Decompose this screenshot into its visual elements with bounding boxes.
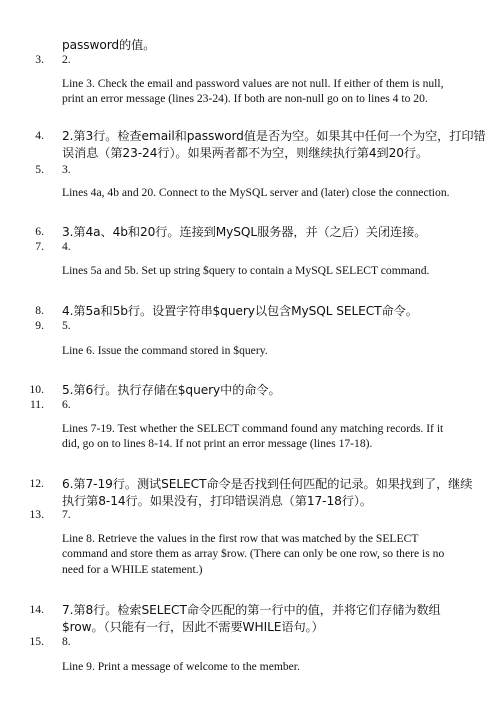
chinese-list-item: 7.第8行。检索SELECT命令匹配的第一行中的值，并将它们存储为数组: [62, 603, 441, 617]
chinese-list-item: 6.第7-19行。测试SELECT命令是否找到任何匹配的记录。如果找到了，继续: [62, 477, 473, 491]
list-item: 7.: [62, 508, 71, 521]
list-number: 4.: [35, 129, 44, 142]
list-number: 15.: [29, 635, 44, 648]
english-paragraph-line: Lines 7-19. Test whether the SELECT command found any matching records. If it: [62, 422, 444, 435]
list-number: 12.: [29, 477, 44, 490]
english-paragraph-line: did, go on to lines 8-14. If not print an error message (lines 17-18).: [62, 437, 373, 450]
english-paragraph-line: Lines 4a, 4b and 20. Connect to the MySQL server and (later) close the connection.: [62, 186, 450, 199]
list-number: 5.: [35, 163, 44, 176]
chinese-list-item-continuation: $row。（只能有一行，因此不需要WHILE语句。）: [62, 620, 324, 634]
list-item: 4.: [62, 240, 71, 253]
list-number: 11.: [29, 398, 44, 411]
list-item: 8.: [62, 635, 71, 648]
list-number: 8.: [35, 304, 44, 317]
chinese-list-item: 2.第3行。检查email和password值是否为空。如果其中任何一个为空，打印错: [62, 129, 486, 143]
english-paragraph-line: Line 3. Check the email and password values are not null. If either of them is null,: [62, 77, 444, 90]
list-item: 5.: [62, 319, 71, 332]
chinese-list-item-continuation: 误消息（第23-24行）。如果两者都不为空，则继续执行第4到20行。: [62, 146, 429, 160]
english-paragraph-line: Line 8. Retrieve the values in the first row that was matched by the SELECT: [62, 532, 419, 545]
english-paragraph-line: command and store them as array $row. (There can only be one row, so there is no: [62, 547, 445, 560]
list-number: 6.: [35, 225, 44, 238]
chinese-list-item: 4.第5a和5b行。设置字符串$query以包含MySQL SELECT命令。: [62, 304, 418, 318]
list-item: 6.: [62, 398, 71, 411]
list-number: 3.: [35, 53, 44, 66]
list-item: 3.: [62, 163, 71, 176]
continuation-line: password的值。: [62, 38, 156, 52]
chinese-list-item-continuation: 执行第8-14行。如果没有，打印错误消息（第17-18行）。: [62, 494, 372, 508]
english-paragraph-line: print an error message (lines 23-24). If both are non-null go on to lines 4 to 20.: [62, 92, 428, 105]
list-number: 7.: [35, 240, 44, 253]
english-paragraph-line: Line 6. Issue the command stored in $query.: [62, 344, 268, 357]
english-paragraph-line: Lines 5a and 5b. Set up string $query to contain a MySQL SELECT command.: [62, 264, 430, 277]
list-item: 2.: [62, 53, 71, 66]
list-number: 13.: [29, 508, 44, 521]
english-paragraph-line: Line 9. Print a message of welcome to the member.: [62, 660, 300, 673]
list-number: 9.: [35, 319, 44, 332]
english-paragraph-line: need for a WHILE statement.): [62, 563, 203, 576]
chinese-list-item: 5.第6行。执行存储在$query中的命令。: [62, 383, 281, 397]
list-number: 10.: [29, 383, 44, 396]
chinese-list-item: 3.第4a、4b和20行。连接到MySQL服务器，并（之后）关闭连接。: [62, 225, 427, 239]
list-number: 14.: [29, 603, 44, 616]
